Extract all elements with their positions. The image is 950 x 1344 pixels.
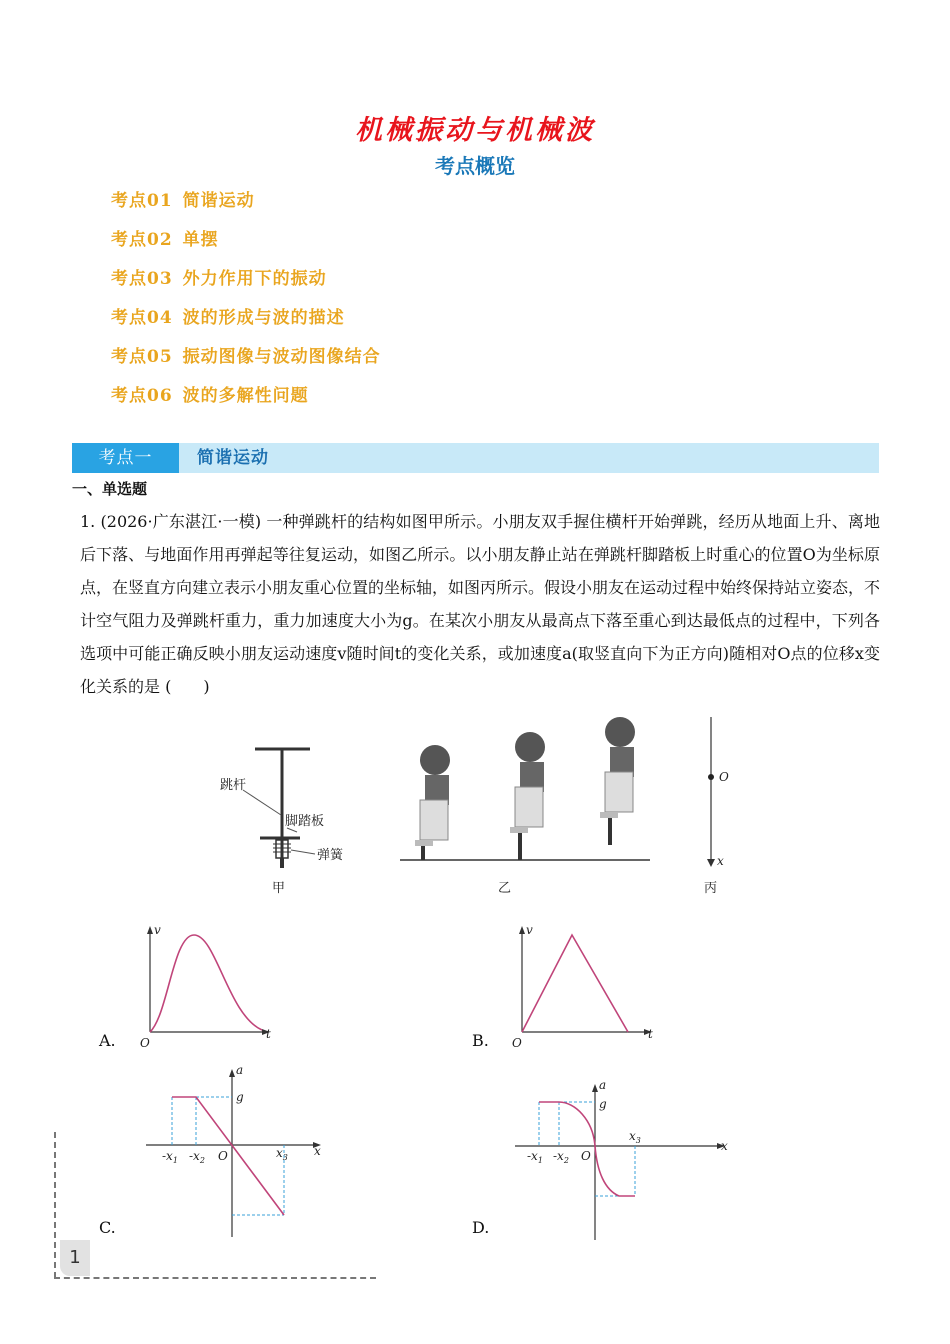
figure-bing — [695, 715, 745, 895]
option-d-label[interactable]: D. — [472, 1218, 490, 1237]
figure-jia — [215, 720, 365, 900]
c-g-label: g — [236, 1090, 244, 1104]
caption-jia: 甲 — [272, 881, 286, 896]
option-a-graph[interactable] — [138, 920, 288, 1055]
question-number: 1. — [80, 512, 96, 531]
d-neg-x1: -x — [527, 1149, 538, 1163]
d-x3: x — [629, 1129, 636, 1143]
option-c-label[interactable]: C. — [99, 1218, 116, 1237]
b-origin-label: O — [512, 1036, 522, 1050]
c-sub3: 3 — [282, 1153, 288, 1162]
caption-yi: 乙 — [498, 881, 512, 896]
overview-heading: 考点概览 — [435, 154, 515, 178]
question-text: (2026·广东湛江·一模) 一种弹跳杆的结构如图甲所示。小朋友双手握住横杆开始弹跳，经历从地面上升、离地后下落、与地面作用再弹起等往复运动，如图乙所示。以小朋友静止站在弹跳杆脚踏板上时重心的位置O为坐标原点，在竖直方向建立表示小朋友重心位置的坐标轴，如图丙所示。假设小朋友在运动过程中始终保持站立姿态，不计空气阻力及弹跳杆重力，重力加速度大小为g。在某次小朋友从最高点下落至重心到达最低点的过程中，下列各选项中可能正确反映小朋友运动速度v随时间t的变化关系，或加速度a(取竖直向下为正方向)随相对O点的位移x变化关系的是 ( ) — [80, 512, 881, 696]
d-sub2: 2 — [563, 1156, 569, 1165]
child-figure-1 — [415, 745, 450, 860]
c-sub2: 2 — [199, 1156, 205, 1165]
page-corner-dash-horizontal — [54, 1277, 376, 1279]
section-tag: 考点一 — [72, 443, 179, 473]
d-origin-label: O — [581, 1149, 591, 1163]
c-neg-x1: -x — [162, 1149, 173, 1163]
svg-text:-x1 — [527, 1149, 543, 1165]
a-y-label: v — [154, 923, 161, 937]
option-c-graph[interactable] — [140, 1065, 330, 1245]
d-sub3: 3 — [635, 1136, 641, 1145]
c-y-label: a — [236, 1063, 244, 1077]
topic-item[interactable]: 考点03 外力作用下的振动 — [111, 269, 327, 289]
svg-text:x3 — [629, 1129, 641, 1145]
topic-item[interactable]: 考点02 单摆 — [111, 230, 219, 250]
b-x-label: t — [648, 1027, 653, 1041]
caption-bing: 丙 — [704, 881, 718, 896]
c-origin-label: O — [218, 1149, 228, 1163]
page-number: 1 — [60, 1240, 90, 1276]
document-title: 机械振动与机械波 — [355, 115, 595, 146]
svg-text:-x2 — [553, 1149, 569, 1165]
c-x-label: x — [314, 1144, 321, 1158]
label-rod: 跳杆 — [220, 778, 247, 793]
figure-yi — [395, 715, 655, 895]
section-header — [72, 443, 879, 473]
d-y-label: a — [599, 1078, 607, 1092]
child-figure-2 — [510, 732, 545, 860]
c-x3: x — [276, 1146, 283, 1160]
svg-text:-x1 — [162, 1149, 178, 1165]
topic-item[interactable]: 考点01 简谐运动 — [111, 191, 255, 211]
topic-list — [111, 188, 381, 422]
topic-item[interactable]: 考点06 波的多解性问题 — [111, 386, 309, 406]
d-sub1: 1 — [537, 1156, 543, 1165]
question-1 — [80, 505, 880, 703]
option-a-label[interactable]: A. — [99, 1031, 116, 1050]
d-g-label: g — [599, 1097, 607, 1111]
c-neg-x2: -x — [189, 1149, 200, 1163]
c-sub1: 1 — [172, 1156, 178, 1165]
page-corner-dash-vertical — [54, 1132, 56, 1278]
d-neg-x2: -x — [553, 1149, 564, 1163]
topic-item[interactable]: 考点04 波的形成与波的描述 — [111, 308, 345, 328]
d-x-label: x — [721, 1139, 728, 1153]
option-b-graph[interactable] — [510, 920, 660, 1055]
label-pedal: 脚踏板 — [285, 814, 325, 829]
child-figure-3 — [600, 717, 635, 845]
a-origin-label: O — [140, 1036, 150, 1050]
b-y-label: v — [526, 923, 533, 937]
topic-item[interactable]: 考点05 振动图像与波动图像结合 — [111, 347, 381, 367]
svg-text:-x2 — [189, 1149, 205, 1165]
label-origin: O — [719, 770, 729, 784]
section-name: 简谐运动 — [197, 448, 269, 468]
svg-text:x3 — [276, 1146, 288, 1162]
option-d-graph[interactable] — [505, 1080, 735, 1260]
label-x-axis: x — [717, 854, 724, 868]
option-b-label[interactable]: B. — [472, 1031, 489, 1050]
a-x-label: t — [266, 1027, 271, 1041]
label-spring: 弹簧 — [317, 848, 344, 863]
question-type-heading: 一、单选题 — [72, 480, 148, 498]
